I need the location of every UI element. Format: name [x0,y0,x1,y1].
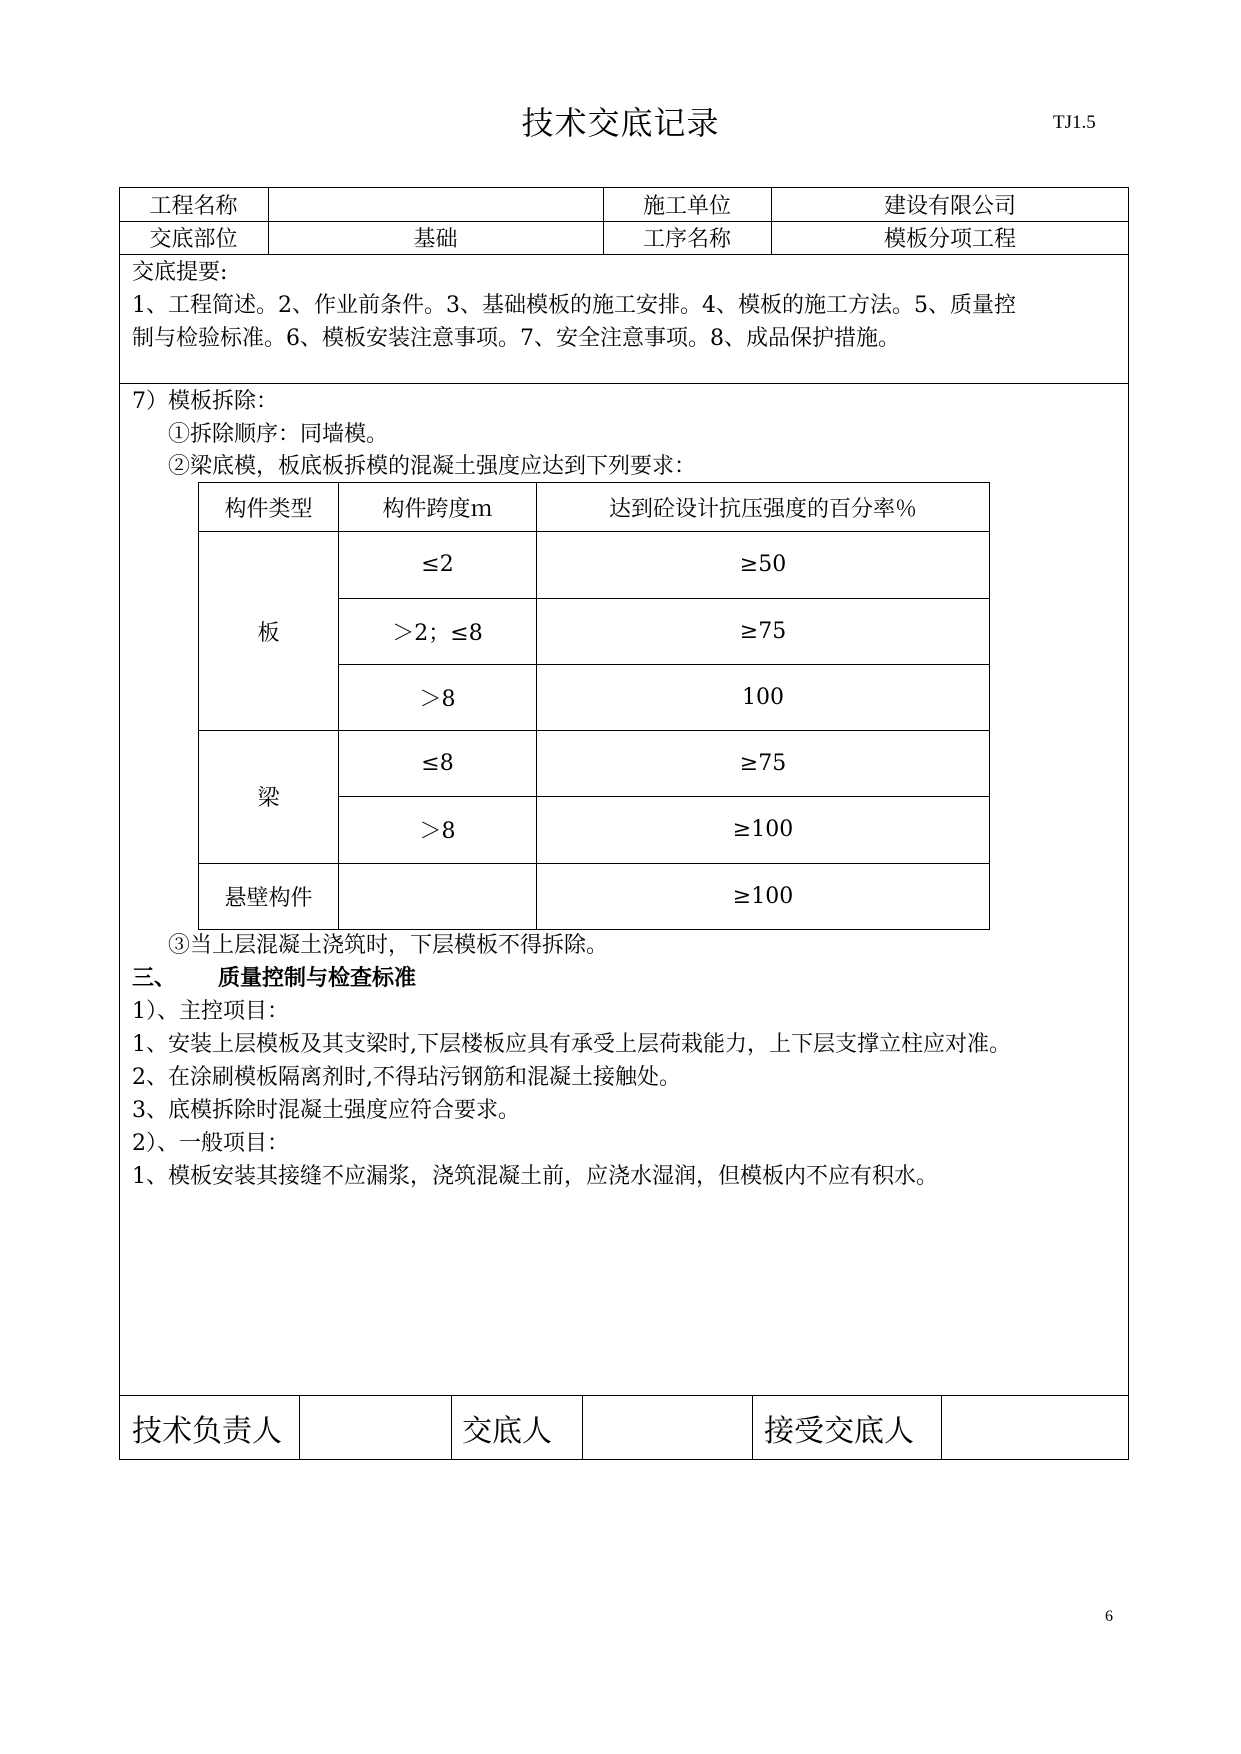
project-name-label: 工程名称 [149,193,238,219]
process-name-label: 工序名称 [642,227,731,252]
general-items-heading: 2）、一般项目： [132,1131,289,1156]
construction-unit-label: 施工单位 [642,193,731,219]
column-divider [451,1395,452,1460]
project-name-value [268,187,603,221]
form-code: TJ1.5 [1053,112,1096,133]
percentage-cell: ≥100 [537,863,990,929]
span-cell: ＞2；≤8 [339,598,537,664]
general-item: 1、模板安装其接缝不应漏浆，浇筑混凝土前，应浇水湿润，但模板内不应有积水。 [132,1164,938,1189]
span-cell: ≤8 [339,731,537,797]
strength-requirements-table [198,482,990,930]
span-cell: ≤2 [339,532,537,598]
column-divider [582,1395,583,1460]
removal-item: ③当上层混凝土浇筑时，下层模板不得拆除。 [168,933,609,958]
component-type-cell: 悬壁构件 [199,863,339,929]
percentage-cell: ≥75 [537,731,990,797]
main-item: 2、在涂刷模板隔离剂时,不得玷污钢筋和混凝土接触处。 [132,1065,681,1090]
main-item: 1、安装上层模板及其支梁时,下层楼板应具有承受上层荷栽能力，上下层支撑立柱应对准。 [132,1032,1011,1057]
receiver-label: 接受交底人 [764,1413,914,1449]
tech-lead-label: 技术负责人 [132,1413,282,1449]
main-item: 3、底模拆除时混凝土强度应符合要求。 [132,1098,520,1123]
section-number: 三、 [132,965,177,991]
span-cell [339,863,537,929]
span-cell: ＞8 [339,797,537,863]
removal-item: ①拆除顺序：同墙模。 [168,422,389,447]
column-divider [941,1395,942,1460]
percentage-cell: 100 [537,664,990,730]
column-divider [299,1395,300,1460]
span-cell: ＞8 [339,664,537,730]
presenter-label: 交底人 [462,1413,552,1449]
table-header: 构件跨度ｍ [339,483,537,532]
component-type-cell: 板 [199,532,339,731]
summary-heading: 交底提要: [132,260,228,285]
process-name-value: 模板分项工程 [883,227,1016,252]
removal-item: ②梁底模，板底板拆模的混凝土强度应达到下列要求： [168,454,697,479]
table-header: 达到砼设计抗压强度的百分率％ [537,483,990,532]
column-divider [752,1395,753,1460]
construction-unit-value: 建设有限公司 [883,193,1016,219]
summary-line: 1、工程简述。2、作业前条件。3、基础模板的施工安排。4、模板的施工方法。5、质量控 [132,293,1016,318]
handover-part-value: 基础 [413,227,458,252]
percentage-cell: ≥100 [537,797,990,863]
summary-line: 制与检验标准。6、模板安装注意事项。7、安全注意事项。8、成品保护措施。 [132,326,900,351]
document-title: 技术交底记录 [521,104,720,142]
row-divider [119,254,1129,255]
removal-heading: 7）模板拆除： [132,389,278,414]
row-divider [119,383,1129,384]
percentage-cell: ≥50 [537,532,990,598]
section-title: 质量控制与检查标准 [218,965,417,991]
page-number: 6 [1105,1608,1113,1625]
handover-part-label: 交底部位 [149,227,238,252]
table-header: 构件类型 [199,483,339,532]
main-items-heading: 1）、主控项目： [132,999,289,1024]
percentage-cell: ≥75 [537,598,990,664]
component-type-cell: 梁 [199,731,339,864]
